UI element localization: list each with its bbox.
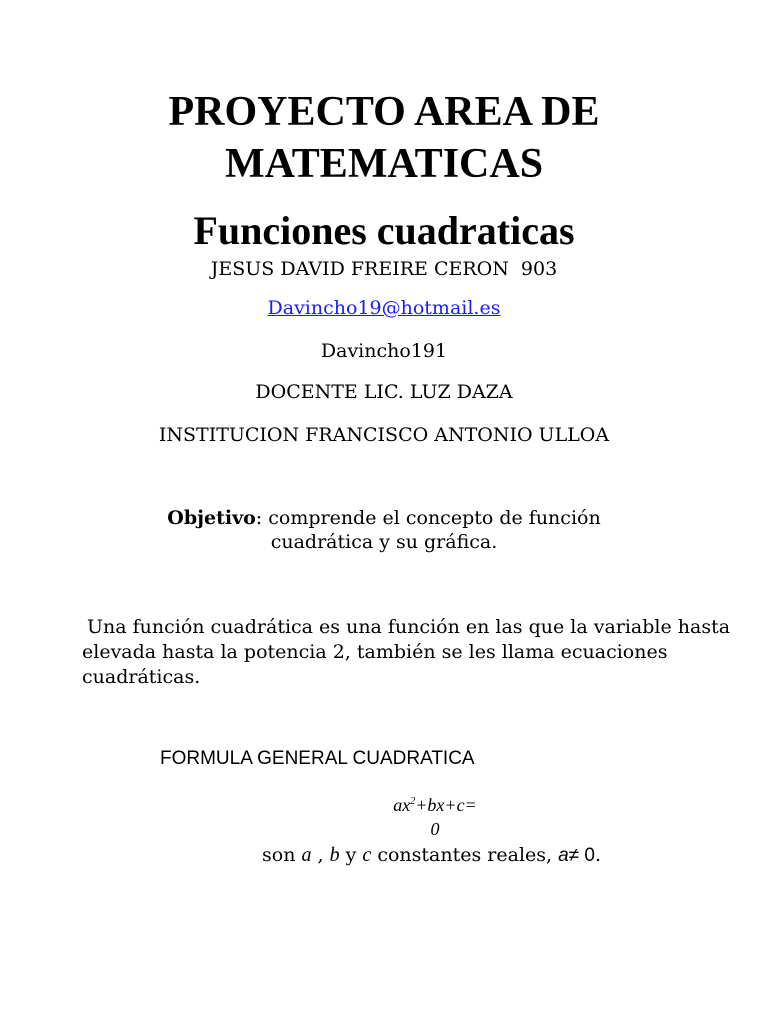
formula-exponent: 2 (410, 796, 416, 807)
title-line-1: PROYECTO AREA DE (168, 89, 600, 135)
formula-part-1: ax (393, 795, 411, 815)
constant-c: c (362, 844, 372, 866)
constants-sep-2: y (339, 844, 363, 866)
formula-rhs: 0 (430, 819, 440, 839)
intro-paragraph (82, 615, 766, 690)
subtitle: Funciones cuadraticas (193, 208, 575, 253)
constant-a: a (301, 844, 312, 866)
constants-end: . (594, 844, 601, 866)
constants-sep-1: , (311, 844, 330, 866)
objective-block (0, 506, 768, 554)
constants-prefix: son (262, 844, 302, 866)
intro-text: Una función cuadrática es una función en las que la variable hasta elevada hasta la potencia 2, también se les llama ecuaciones cuadráticas. (82, 616, 731, 688)
objective-line-1 (0, 506, 768, 530)
constants-suffix: constantes reales, (371, 844, 559, 866)
formula-part-2: +bx+c= (415, 795, 477, 815)
objective-text-1: : comprende el concepto de función (255, 507, 601, 529)
constant-b: b (329, 844, 340, 866)
username-line: Davincho191 (320, 340, 448, 362)
teacher-line: DOCENTE LIC. LUZ DAZA (255, 381, 513, 403)
institution-line: INSTITUCION FRANCISCO ANTONIO ULLOA (158, 424, 610, 446)
constants-line (262, 843, 601, 868)
objective-line-2: cuadrática y su gráfica. (270, 531, 498, 553)
objective-label: Objetivo (167, 507, 256, 529)
author-line: JESUS DAVID FREIRE CERON 903 (210, 258, 558, 280)
formula-heading: FORMULA GENERAL CUADRATICA (160, 748, 475, 769)
condition-variable: a (558, 845, 569, 866)
formula-line-1 (380, 790, 490, 817)
email-line (0, 296, 768, 320)
title-line-2: MATEMATICAS (224, 141, 544, 187)
quadratic-formula (380, 790, 490, 841)
condition-not-zero: ≠ 0 (568, 845, 595, 866)
email-link[interactable]: Davincho19@hotmail.es (267, 297, 501, 319)
